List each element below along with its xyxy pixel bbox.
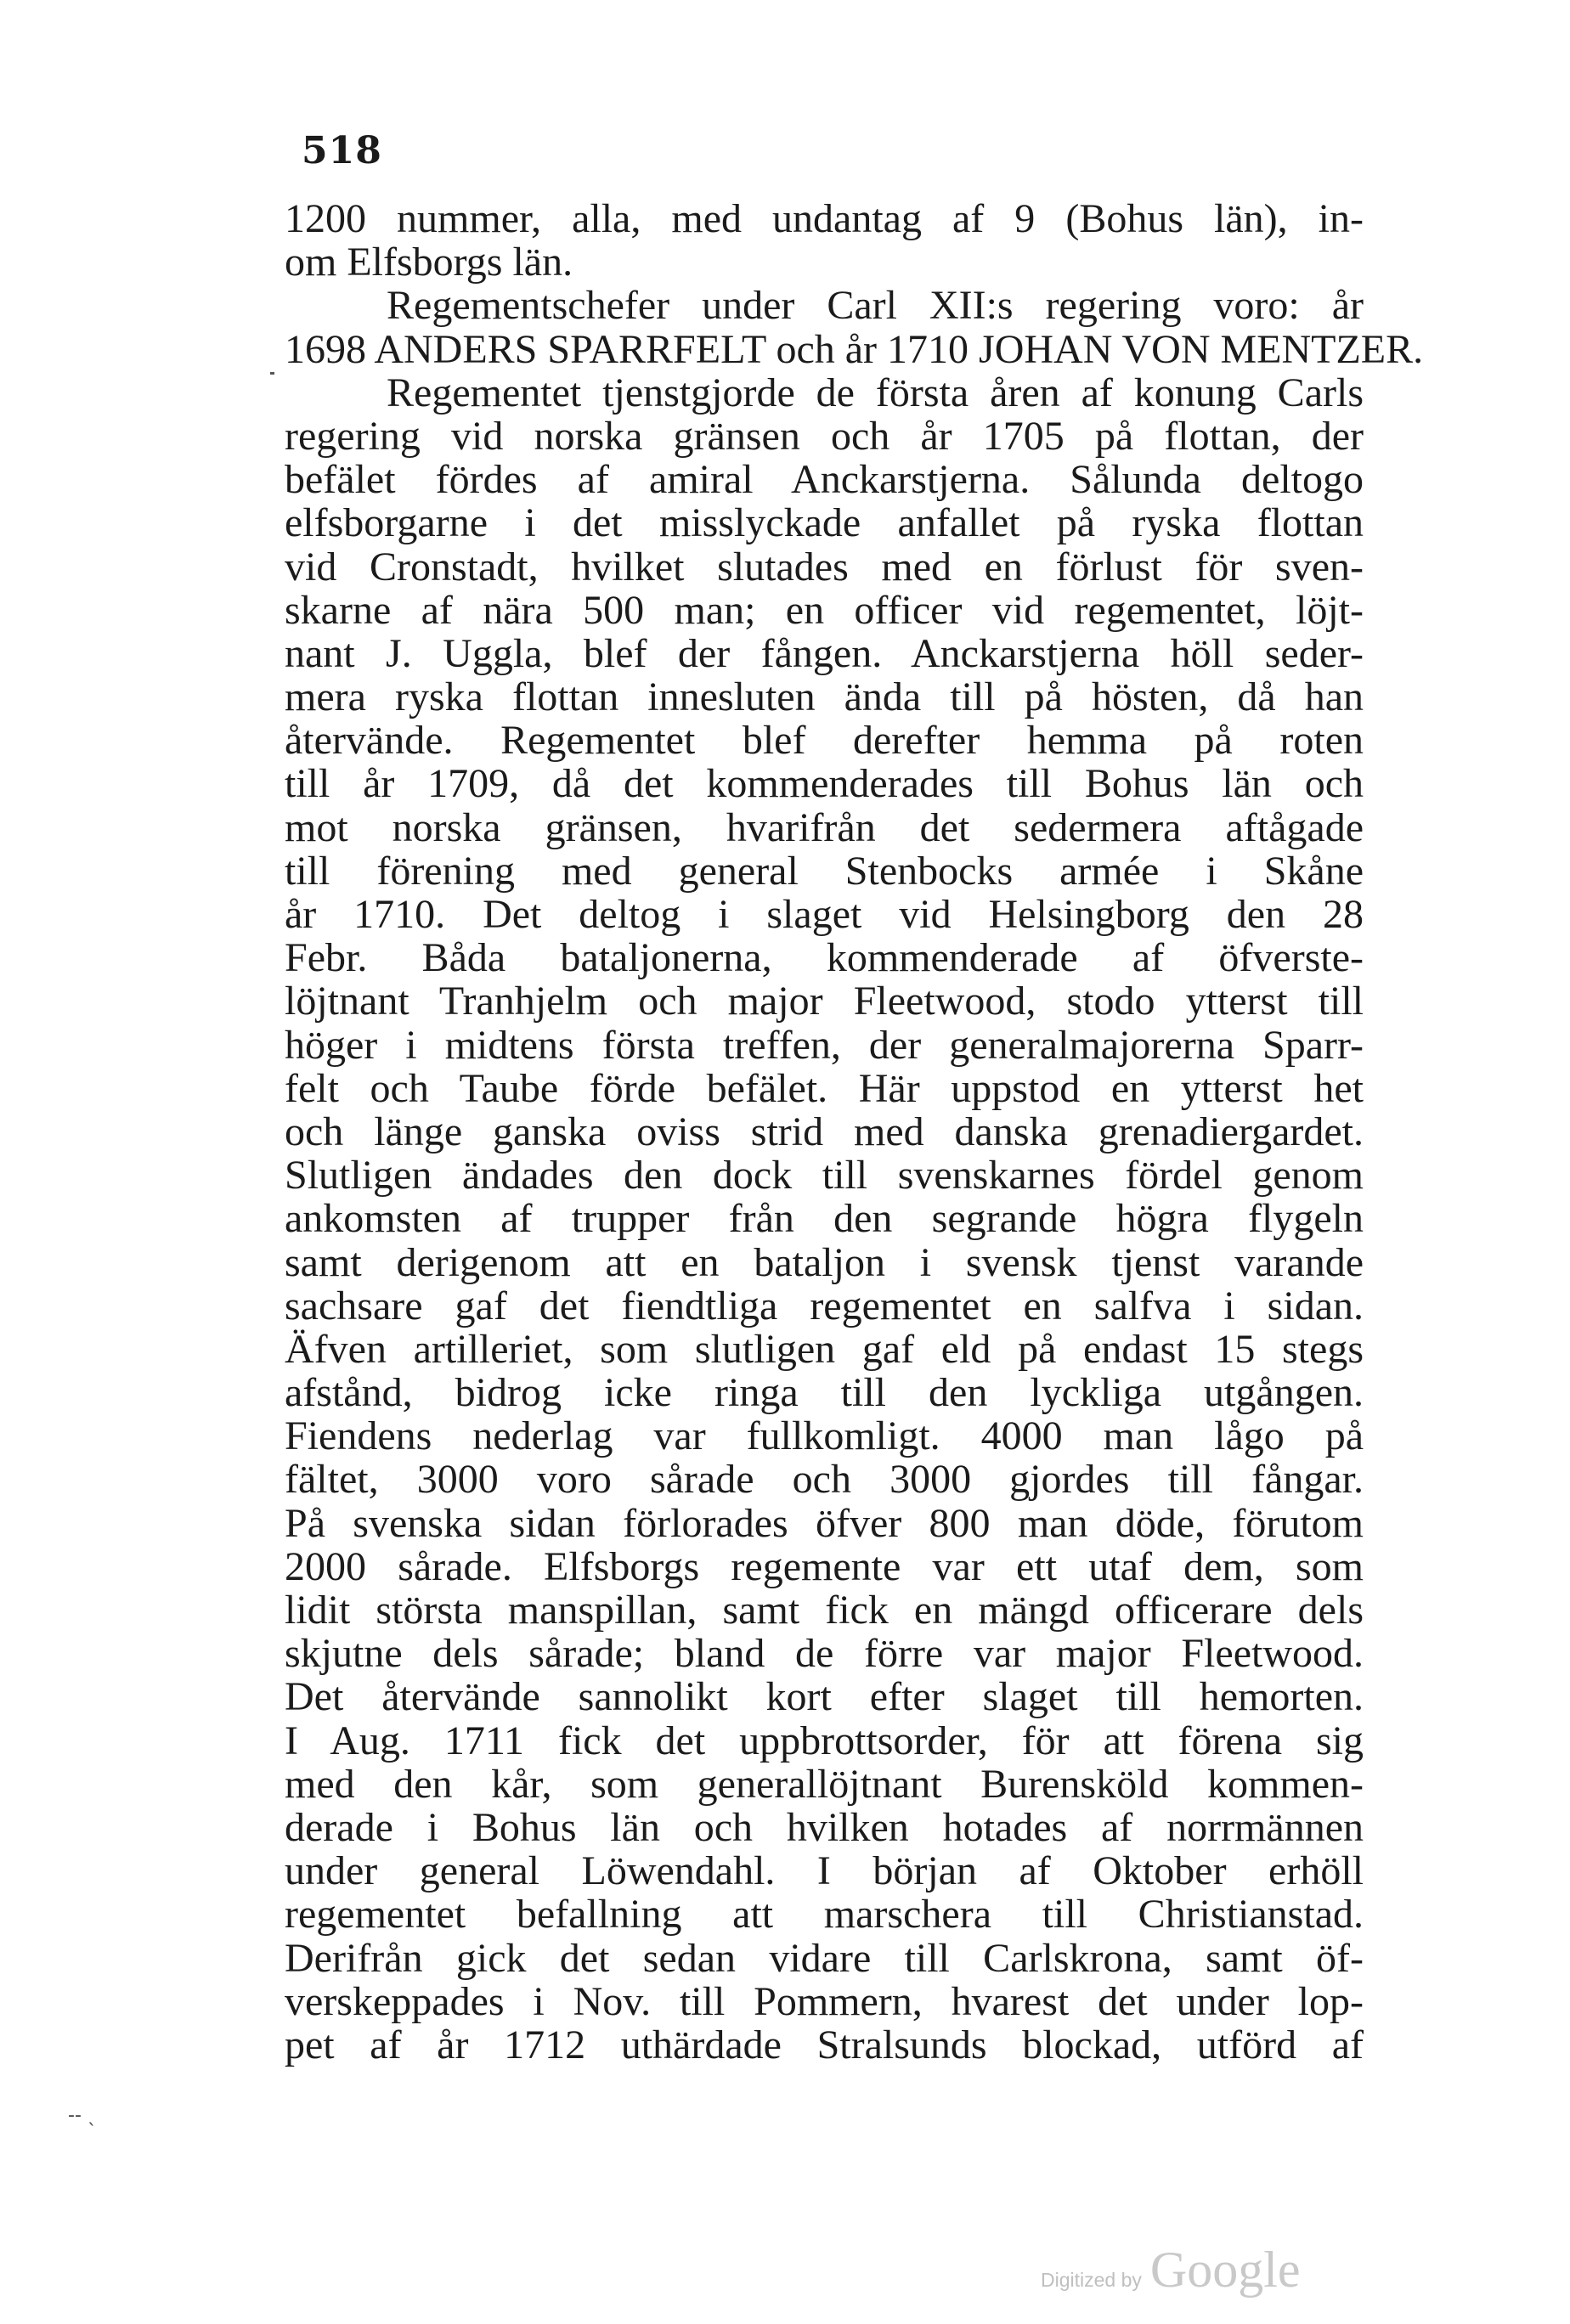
text-line: Slutligen ändades den dock till svenskarnes fördel genom <box>285 1153 1364 1199</box>
text-line: löjtnant Tranhjelm och major Fleetwood, stodo ytterst till <box>285 979 1364 1024</box>
text-line: afstånd, bidrog icke ringa till den lyckliga utgången. <box>285 1370 1364 1416</box>
text-line: om Elfsborgs län. <box>285 240 573 285</box>
text-line: ankomsten af trupper från den segrande högra flygeln <box>285 1196 1364 1242</box>
text-line: höger i midtens första treffen, der generalmajorerna Sparr- <box>285 1022 1364 1068</box>
text-line: I Aug. 1711 fick det uppbrottsorder, för att förena sig <box>285 1718 1364 1763</box>
text-line: derade i Bohus län och hvilken hotades af norrmännen <box>285 1804 1364 1850</box>
text-line: På svenska sidan förlorades öfver 800 man döde, förutom <box>285 1500 1364 1546</box>
text-line: fältet, 3000 voro sårade och 3000 gjordes till fångar. <box>285 1457 1364 1503</box>
text-line: sachsare gaf det fiendtliga regementet en salfva i sidan. <box>285 1283 1364 1328</box>
text-line: till förening med general Stenbocks armée i Skåne <box>285 848 1364 894</box>
text-line: skjutne dels sårade; bland de förre var major Fleetwood. <box>285 1631 1364 1677</box>
text-line: vid Cronstadt, hvilket slutades med en förlust för sven- <box>285 544 1364 589</box>
text-line: Regementet tjenstgjorde de första åren af konung Carls <box>387 369 1364 415</box>
text-line: Febr. Båda bataljonerna, kommenderade af öfverste- <box>285 935 1364 981</box>
text-line: lidit största manspillan, samt fick en mängd officerare dels <box>285 1588 1364 1633</box>
text-line: elfsborgarne i det misslyckade anfallet på ryska flottan <box>285 500 1364 546</box>
text-line: felt och Taube förde befälet. Här uppstod en ytterst het <box>285 1065 1364 1111</box>
page-number: 518 <box>302 129 382 172</box>
text-line: med den kår, som generallöjtnant Burensköld kommen- <box>285 1761 1364 1807</box>
watermark-prefix: Digitized by <box>1041 2269 1142 2291</box>
text-line: pet af år 1712 uthärdade Stralsunds blockad, utförd af <box>285 2022 1364 2067</box>
text-line: återvände. Regementet blef derefter hemma på roten <box>285 718 1364 764</box>
stray-ink-mark: ‑‑ ˎ <box>68 2105 97 2126</box>
text-line: regementet befallning att marschera till Christianstad. <box>285 1892 1364 1938</box>
text-line: nant J. Uggla, blef der fången. Anckarstjerna höll seder- <box>285 630 1364 676</box>
digitization-watermark <box>1041 2241 1301 2299</box>
text-line: och länge ganska oviss strid med danska grenadiergardet. <box>285 1108 1364 1154</box>
text-line: regering vid norska gränsen och år 1705 på flottan, der <box>285 413 1364 459</box>
text-line: Det återvände sannolikt kort efter slaget till hemorten. <box>285 1674 1364 1720</box>
text-line: Derifrån gick det sedan vidare till Carlskrona, samt öf- <box>285 1935 1364 1981</box>
text-line: verskeppades i Nov. till Pommern, hvarest det under lop- <box>285 1978 1364 2024</box>
text-line: Regementschefer under Carl XII:s regering voro: år <box>387 283 1364 329</box>
stray-ink-dot <box>270 372 274 375</box>
text-line: Fiendens nederlag var fullkomligt. 4000 man lågo på <box>285 1413 1364 1459</box>
body-text <box>285 196 1424 2067</box>
text-line: mera ryska flottan innesluten ända till på hösten, då han <box>285 674 1364 720</box>
text-line: befälet fördes af amiral Anckarstjerna. Sålunda deltogo <box>285 457 1364 503</box>
text-line: mot norska gränsen, hvarifrån det sedermera aftågade <box>285 804 1364 850</box>
text-line: år 1710. Det deltog i slaget vid Helsingborg den 28 <box>285 892 1364 937</box>
google-logo: Google <box>1149 2242 1301 2298</box>
text-line: 2000 sårade. Elfsborgs regemente var ett utaf dem, som <box>285 1543 1364 1589</box>
text-line: 1200 nummer, alla, med undantag af 9 (Bohus län), in- <box>285 196 1364 241</box>
text-line: Äfven artilleriet, som slutligen gaf eld på endast 15 stegs <box>285 1326 1364 1372</box>
text-line: 1698 ANDERS SPARRFELT och år 1710 JOHAN VON MENTZER. <box>285 326 1424 372</box>
text-line: skarne af nära 500 man; en officer vid regementet, löjt- <box>285 587 1364 633</box>
text-line: samt derigenom att en bataljon i svensk tjenst varande <box>285 1239 1364 1285</box>
text-line: under general Löwendahl. I början af Oktober erhöll <box>285 1848 1364 1894</box>
text-line: till år 1709, då det kommenderades till Bohus län och <box>285 761 1364 807</box>
